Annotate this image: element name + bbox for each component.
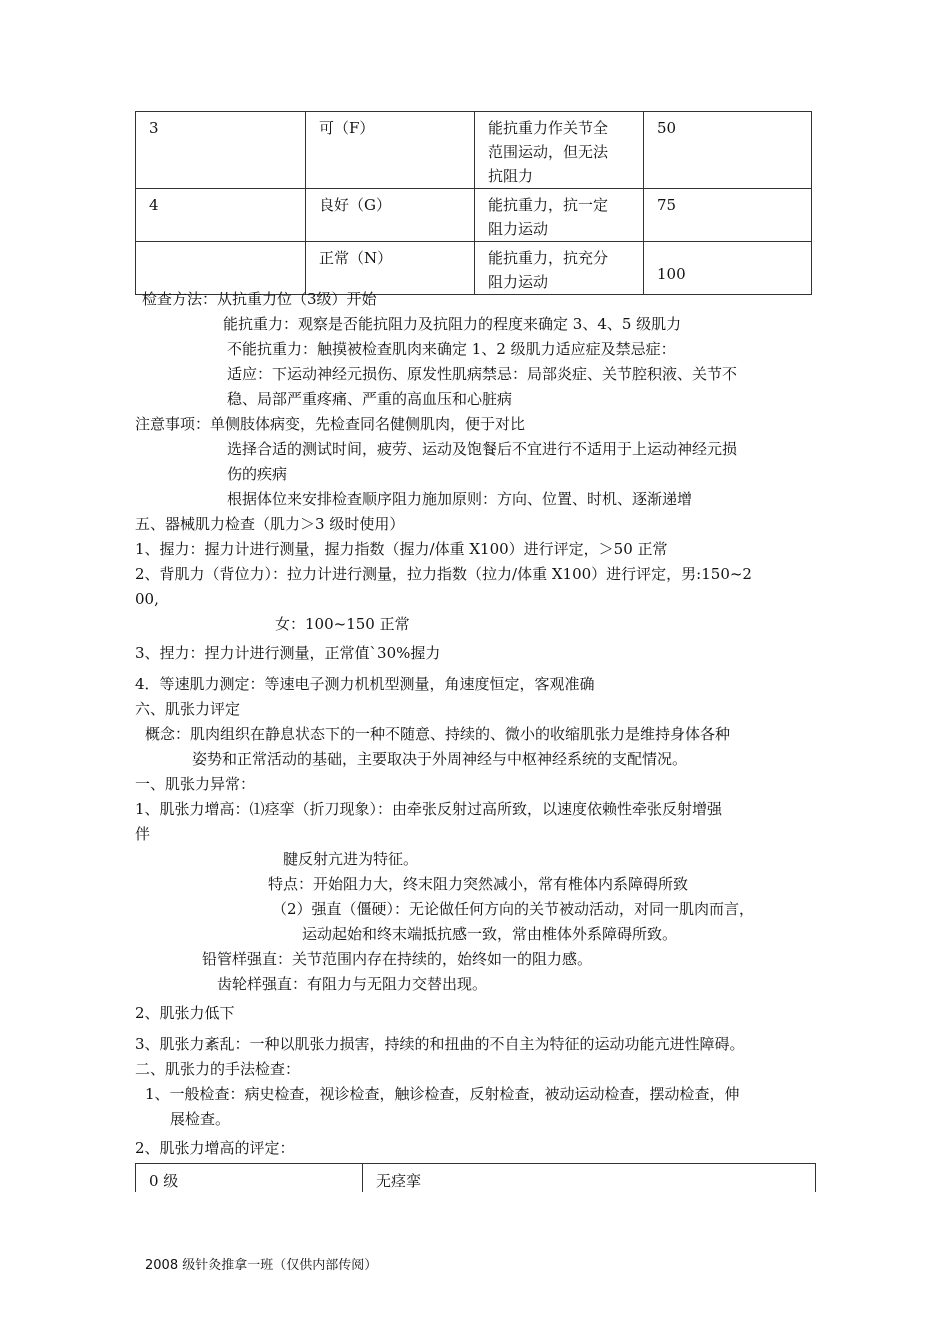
section-heading: 五、器械肌力检查（肌力＞3 级时使用） xyxy=(135,515,405,533)
desc-line: 阻力运动 xyxy=(488,220,549,238)
text-line: 3、捏力：捏力计进行测量，正常值`30%握力 xyxy=(135,644,441,662)
grade-cell: 3 xyxy=(136,112,306,189)
text-line: 不能抗重力：触摸被检查肌肉来确定 1、2 级肌力适应症及禁忌症： xyxy=(227,340,676,358)
text-line: 伴 xyxy=(135,825,151,843)
text-line: 展检查。 xyxy=(170,1110,231,1128)
table-row xyxy=(136,242,812,295)
tone-desc-cell: 无痉挛 xyxy=(363,1164,816,1193)
text-line: 伤的疾病 xyxy=(227,465,288,483)
grade-cell: 4 xyxy=(136,189,306,242)
text-line: 4．等速肌力测定：等速电子测力机机型测量，角速度恒定，客观准确 xyxy=(135,675,595,693)
text-line: 1、握力：握力计进行测量，握力指数（握力/体重 X100）进行评定，＞50 正常 xyxy=(135,540,668,558)
tone-level-cell: 0 级 xyxy=(136,1164,363,1193)
text-line: 腱反射亢进为特征。 xyxy=(283,850,419,868)
text-line: 特点：开始阻力大，终末阻力突然减小，常有椎体内系障碍所致 xyxy=(268,875,689,893)
text-line: 1、一般检查：病史检查，视诊检查，触诊检查，反射检查，被动运动检查，摆动检查，伸 xyxy=(145,1085,740,1103)
desc-line: 阻力运动 xyxy=(488,273,549,291)
text-line: 检查方法：从抗重力位（3级）开始 xyxy=(142,290,377,308)
text-line: （2）强直（僵硬）：无论做任何方向的关节被动活动，对同一肌肉而言， xyxy=(272,900,755,918)
grade-name-cell: 正常（N） xyxy=(306,242,475,295)
text-line: 选择合适的测试时间，疲劳、运动及饱餐后不宜进行不适用于上运动神经元损 xyxy=(227,440,738,458)
text-line: 注意事项：单侧肢体病变，先检查同名健侧肌肉，便于对比 xyxy=(135,415,526,433)
grade-name-cell: 可（F） xyxy=(306,112,475,189)
text-line: 2、背肌力（背位力）：拉力计进行测量，拉力指数（拉力/体重 X100）进行评定，男:150~2 xyxy=(135,565,752,583)
desc-line: 能抗重力作关节全 xyxy=(488,119,609,137)
grade-desc-cell xyxy=(475,112,644,189)
text-line: 女：100~150 正常 xyxy=(275,615,410,633)
grade-value-cell: 50 xyxy=(644,112,812,189)
grade-value-cell: 75 xyxy=(644,189,812,242)
text-line: 根据体位来安排检查顺序阻力施加原则：方向、位置、时机、逐渐递增 xyxy=(227,490,693,508)
desc-line: 能抗重力，抗一定 xyxy=(488,196,609,214)
section-heading: 二、肌张力的手法检查： xyxy=(135,1060,301,1078)
page-footer: 2008 级针灸推拿一班（仅供内部传阅） xyxy=(145,1258,378,1273)
grade-desc-cell xyxy=(475,189,644,242)
text-line: 能抗重力：观察是否能抗阻力及抗阻力的程度来确定 3、4、5 级肌力 xyxy=(223,315,682,333)
text-line: 2、肌张力增高的评定： xyxy=(135,1139,295,1157)
grade-cell xyxy=(136,242,306,295)
text-line: 运动起始和终末端抵抗感一致，常由椎体外系障碍所致。 xyxy=(302,925,678,943)
tone-grade-table xyxy=(135,1163,816,1192)
text-line: 1、肌张力增高：⑴痉挛（折刀现象）：由牵张反射过高所致，以速度依赖性牵张反射增强 xyxy=(135,800,723,818)
text-line: 概念：肌肉组织在静息状态下的一种不随意、持续的、微小的收缩肌张力是维持身体各种 xyxy=(145,725,731,743)
grade-name-cell: 良好（G） xyxy=(306,189,475,242)
text-line: 3、肌张力紊乱：一种以肌张力损害，持续的和扭曲的不自主为特征的运动功能亢进性障碍。 xyxy=(135,1035,745,1053)
table-row xyxy=(136,189,812,242)
desc-line: 能抗重力，抗充分 xyxy=(488,249,609,267)
text-line: 2、肌张力低下 xyxy=(135,1004,235,1022)
muscle-strength-grade-table xyxy=(135,111,812,295)
grade-value-cell: 100 xyxy=(644,242,812,295)
section-heading: 一、肌张力异常： xyxy=(135,775,256,793)
desc-line: 范围运动，但无法 xyxy=(488,143,609,161)
text-line: 00, xyxy=(135,590,159,608)
grade-desc-cell xyxy=(475,242,644,295)
desc-line: 抗阻力 xyxy=(488,167,534,185)
section-heading: 六、肌张力评定 xyxy=(135,700,241,718)
text-line: 齿轮样强直：有阻力与无阻力交替出现。 xyxy=(217,975,488,993)
text-line: 铅管样强直：关节范围内存在持续的，始终如一的阻力感。 xyxy=(202,950,593,968)
text-line: 姿势和正常活动的基础，主要取决于外周神经与中枢神经系统的支配情况。 xyxy=(192,750,688,768)
table-row xyxy=(136,1164,816,1193)
text-line: 稳、局部严重疼痛、严重的高血压和心脏病 xyxy=(227,390,513,408)
text-line: 适应：下运动神经元损伤、原发性肌病禁忌：局部炎症、关节腔积液、关节不 xyxy=(227,365,738,383)
table-row xyxy=(136,112,812,189)
